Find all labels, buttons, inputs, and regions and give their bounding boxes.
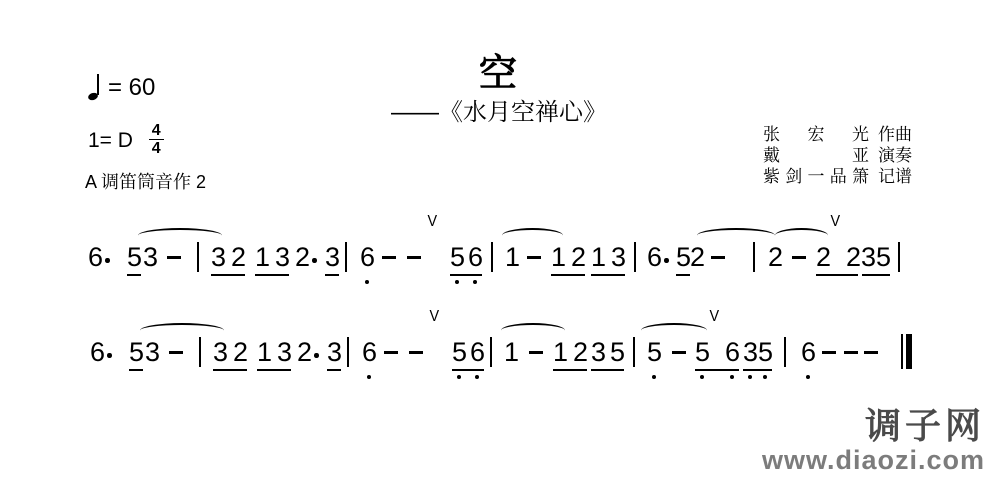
barline [753, 242, 755, 272]
duration-dash [711, 256, 725, 259]
note-digit: 3 [277, 337, 293, 367]
beam-underline [450, 274, 482, 276]
beam-underline [695, 369, 739, 371]
breath-mark: V [427, 213, 438, 230]
duration-dash [527, 256, 541, 259]
note-digit: 3 [861, 242, 877, 272]
note-digit: 5 [129, 337, 145, 367]
note-digit: 6 [362, 337, 378, 367]
beam-underline [816, 274, 858, 276]
note-digit: 5 [876, 242, 892, 272]
note-digit: 2 [690, 242, 706, 272]
note-digit: 5 [676, 242, 692, 272]
note-digit: 6 [801, 337, 817, 367]
time-numerator: 4 [149, 122, 164, 140]
low-octave-dot [473, 280, 477, 284]
slur-arc [502, 228, 563, 243]
low-octave-dot [652, 375, 656, 379]
beam-underline [591, 274, 625, 276]
beam-underline [551, 274, 585, 276]
duration-dash [384, 351, 398, 354]
performer-role: 演奏 [878, 146, 912, 165]
beam-underline [862, 274, 890, 276]
slur-arc [140, 323, 224, 338]
barline [633, 337, 635, 367]
augmentation-dot [105, 258, 110, 263]
augmentation-dot [664, 258, 669, 263]
watermark-site-name: 调子网 [864, 405, 985, 446]
barline [345, 242, 347, 272]
augmentation-dot [314, 353, 319, 358]
time-denominator: 4 [151, 140, 161, 157]
credit-composer [763, 124, 912, 145]
low-octave-dot [455, 280, 459, 284]
instrument-note: A 调笛筒音作 2 [85, 172, 207, 192]
barline [491, 242, 493, 272]
composer-role: 作曲 [878, 125, 912, 144]
duration-dash [529, 351, 543, 354]
note-digit: 2 [233, 337, 249, 367]
duration-dash [382, 256, 396, 259]
slur-arc [501, 323, 565, 338]
duration-dash [792, 256, 806, 259]
duration-dash [167, 256, 181, 259]
beam-underline [452, 369, 484, 371]
duration-dash [864, 351, 878, 354]
note-digit: 1 [505, 242, 521, 272]
transcriber-name: 紫剑一品箫 [763, 167, 869, 186]
note-digit: 1 [551, 242, 567, 272]
beam-underline [676, 274, 690, 276]
duration-dash [672, 351, 686, 354]
slur-arc [697, 228, 775, 243]
watermark [762, 406, 985, 474]
duration-dash [407, 256, 421, 259]
note-digit: 6 [88, 242, 104, 272]
note-digit: 3 [611, 242, 627, 272]
note-digit: 2 [846, 242, 862, 272]
note-digit: 3 [145, 337, 161, 367]
breath-mark: V [429, 308, 440, 325]
final-barline-thin [901, 334, 903, 369]
credit-performer [763, 145, 912, 166]
barline [197, 242, 199, 272]
note-digit: 2 [816, 242, 832, 272]
beam-underline [127, 274, 141, 276]
beam-underline [129, 369, 143, 371]
page-subtitle: ——《水月空禅心》 [391, 99, 607, 126]
barline [199, 337, 201, 367]
note-digit: 3 [275, 242, 291, 272]
duration-dash [169, 351, 183, 354]
note-digit: 2 [231, 242, 247, 272]
note-digit: 2 [768, 242, 784, 272]
note-digit: 2 [571, 242, 587, 272]
composer-name: 张宏光 [763, 125, 869, 144]
duration-dash [844, 351, 858, 354]
slur-arc [138, 228, 222, 243]
credit-transcriber [763, 166, 912, 187]
note-digit: 3 [327, 337, 343, 367]
note-digit: 1 [257, 337, 273, 367]
transcriber-role: 记谱 [878, 167, 912, 186]
note-digit: 3 [213, 337, 229, 367]
note-digit: 3 [211, 242, 227, 272]
note-digit: 6 [647, 242, 663, 272]
beam-underline [553, 369, 587, 371]
note-digit: 3 [591, 337, 607, 367]
low-octave-dot [700, 375, 704, 379]
beam-underline [325, 274, 339, 276]
time-signature [149, 122, 164, 157]
note-digit: 5 [758, 337, 774, 367]
note-digit: 5 [695, 337, 711, 367]
note-digit: 6 [90, 337, 106, 367]
augmentation-dot [107, 353, 112, 358]
note-digit: 6 [470, 337, 486, 367]
note-digit: 6 [725, 337, 741, 367]
barline [490, 337, 492, 367]
low-octave-dot [365, 280, 369, 284]
key-signature [88, 122, 164, 157]
low-octave-dot [367, 375, 371, 379]
final-barline-thick [906, 334, 912, 369]
barline [898, 242, 900, 272]
barline [347, 337, 349, 367]
breath-mark: V [830, 213, 841, 230]
note-digit: 1 [553, 337, 569, 367]
note-digit: 2 [297, 337, 313, 367]
beam-underline [327, 369, 341, 371]
low-octave-dot [457, 375, 461, 379]
credits-block [763, 124, 912, 187]
beam-underline [211, 274, 245, 276]
beam-underline [257, 369, 291, 371]
note-digit: 6 [468, 242, 484, 272]
beam-underline [591, 369, 624, 371]
note-digit: 2 [295, 242, 311, 272]
note-digit: 6 [360, 242, 376, 272]
breath-mark: V [709, 308, 720, 325]
note-digit: 5 [610, 337, 626, 367]
low-octave-dot [763, 375, 767, 379]
augmentation-dot [312, 258, 317, 263]
low-octave-dot [806, 375, 810, 379]
low-octave-dot [475, 375, 479, 379]
beam-underline [213, 369, 247, 371]
key-prefix: 1= D [88, 129, 133, 153]
note-digit: 5 [647, 337, 663, 367]
slur-arc [641, 323, 707, 338]
duration-dash [409, 351, 423, 354]
note-digit: 3 [143, 242, 159, 272]
note-digit: 3 [325, 242, 341, 272]
note-digit: 2 [573, 337, 589, 367]
beam-underline [743, 369, 772, 371]
low-octave-dot [730, 375, 734, 379]
note-digit: 5 [127, 242, 143, 272]
note-digit: 5 [452, 337, 468, 367]
watermark-site-url: www.diaozi.com [761, 445, 985, 475]
tempo-value: = 60 [108, 74, 156, 101]
slur-arc [775, 228, 828, 243]
barline [634, 242, 636, 272]
note-digit: 1 [504, 337, 520, 367]
note-digit: 1 [255, 242, 271, 272]
barline [784, 337, 786, 367]
beam-underline [255, 274, 289, 276]
note-digit: 1 [591, 242, 607, 272]
low-octave-dot [748, 375, 752, 379]
page-title: 空 [478, 53, 519, 95]
duration-dash [822, 351, 836, 354]
note-digit: 5 [450, 242, 466, 272]
performer-name: 戴亚 [763, 146, 869, 165]
note-digit: 3 [743, 337, 759, 367]
